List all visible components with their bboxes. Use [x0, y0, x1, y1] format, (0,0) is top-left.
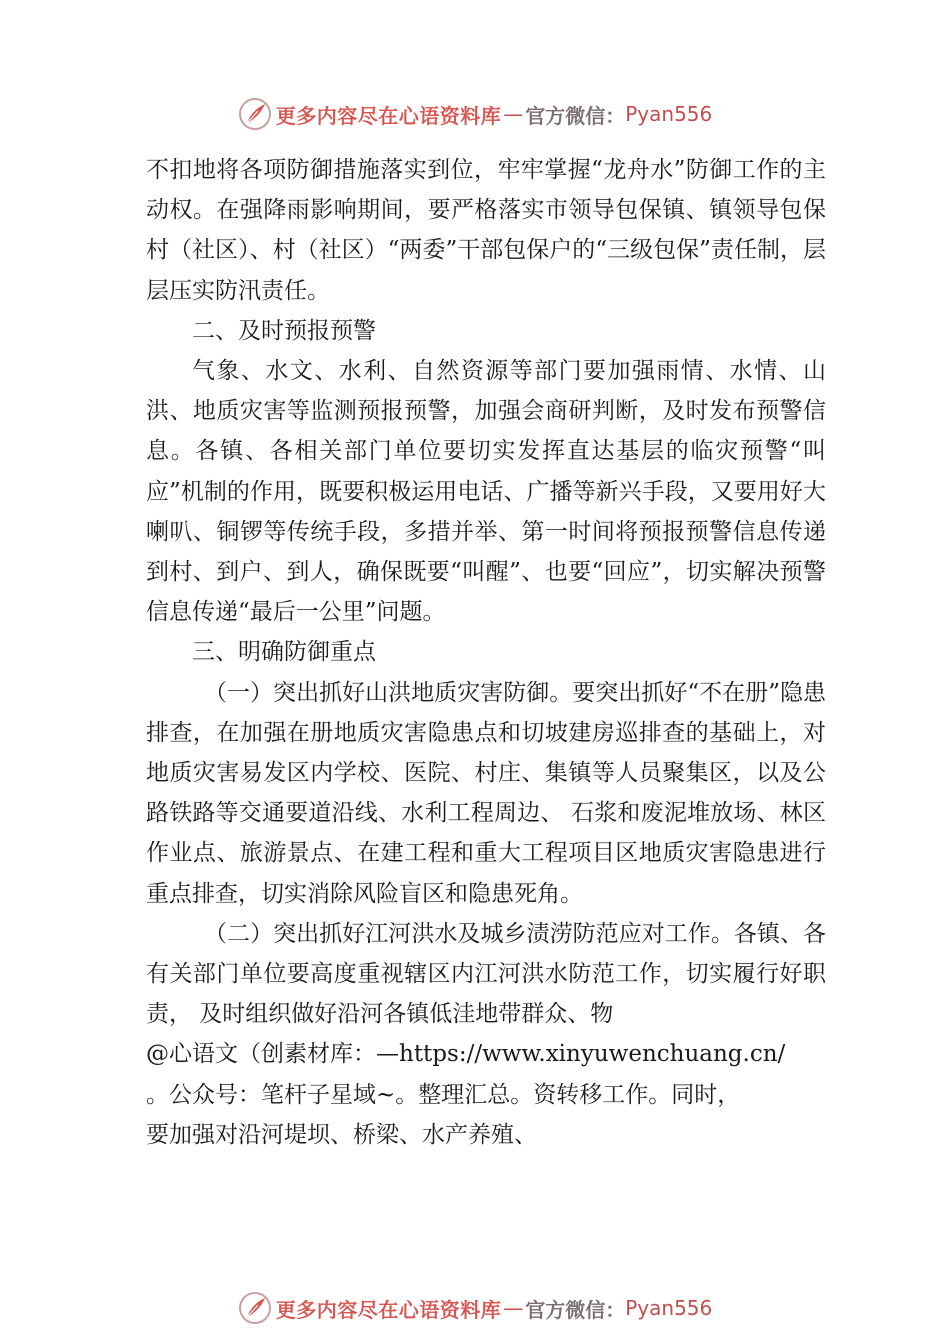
paragraph-5-line-3: 要加强对沿河堤坝、桥梁、水产养殖、	[146, 1121, 537, 1148]
footer-official: 官方微信：	[525, 1297, 626, 1322]
footer-banner	[0, 1288, 950, 1328]
paragraph-4: （二）突出抓好江河洪水及城乡渍涝防范应对工作。各镇、各有关部门单位要高度重视辖区内江河洪水防范工作，切实履行好职责， 及时组织做好沿河各镇低洼地带群众、物	[146, 920, 826, 1028]
section-heading-2: 二、及时预报预警	[192, 317, 376, 344]
section-heading-3: 三、明确防御重点	[192, 639, 376, 666]
feather-pen-logo-icon	[238, 97, 272, 131]
paragraph-5-line-1: @心语文（创素材库：—https://www.xinyuwenchuang.cn/	[146, 1041, 786, 1068]
paragraph-2: 气象、水文、水利、自然资源等部门要加强雨情、水情、山洪、地质灾害等监测预报预警，加强会商研判断，及时发布预警信息。各镇、各相关部门单位要切实发挥直达基层的临灾预警“叫应”机制的作用，既要积极运用电话、广播等新兴手段，又要用好大喇叭、铜锣等传统手段，多措并举、第一时间将预报预警信息传递到村、到户、到人，确保既要“叫醒”、也要“回应”，切实解决预警信息传递“最后一公里”问题。	[146, 358, 826, 626]
footer-wechat-id: Pyan556	[625, 1296, 713, 1320]
footer-dash: —	[503, 1296, 524, 1320]
banner-official: 官方微信：	[525, 103, 626, 128]
footer-brand: 更多内容尽在心语资料库	[275, 1297, 502, 1322]
banner-brand: 更多内容尽在心语资料库	[275, 103, 502, 128]
paragraph-5-line-2: 。公众号：笔杆子星域~。整理汇总。资转移工作。同时，	[146, 1081, 741, 1108]
document-body	[146, 150, 826, 1155]
header-banner	[0, 94, 950, 134]
banner-wechat-id: Pyan556	[625, 102, 713, 126]
feather-pen-logo-icon	[238, 1291, 272, 1325]
paragraph-1: 不扣地将各项防御措施落实到位，牢牢掌握“龙舟水”防御工作的主动权。在强降雨影响期间，要严格落实市领导包保镇、镇领导包保村（社区）、村（社区）“两委”干部包保户的“三级包保”责任制，层层压实防汛责任。	[146, 157, 826, 304]
banner-dash: —	[503, 102, 524, 126]
paragraph-3: （一）突出抓好山洪地质灾害防御。要突出抓好“不在册”隐患排查，在加强在册地质灾害隐患点和切坡建房巡排查的基础上，对地质灾害易发区内学校、医院、村庄、集镇等人员聚集区，以及公路铁路等交通要道沿线、水利工程周边、 石浆和废泥堆放场、林区作业点、旅游景点、在建工程和重大工程项目区地质灾害隐患进行重点排查，切实消除风险盲区和隐患死角。	[146, 679, 826, 907]
